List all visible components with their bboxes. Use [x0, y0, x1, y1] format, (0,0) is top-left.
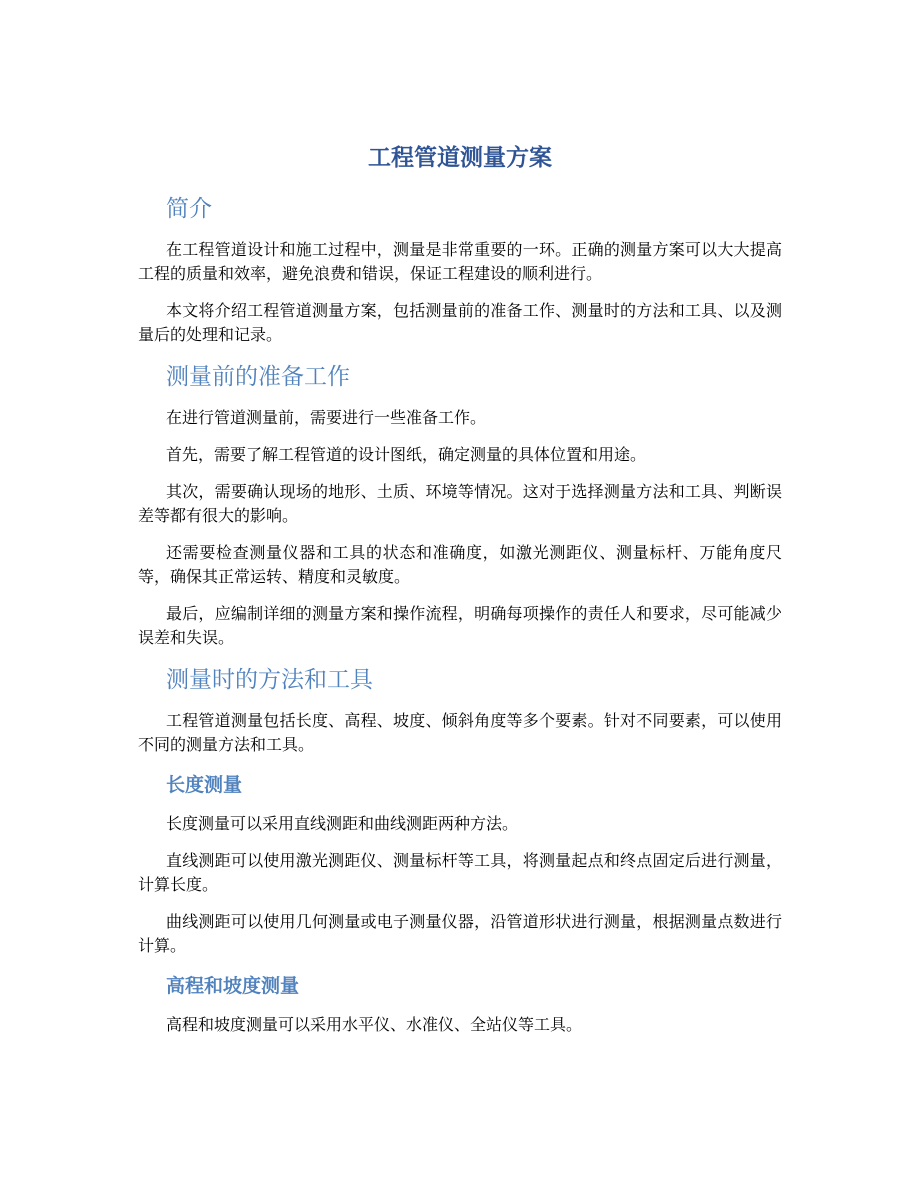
paragraph: 最后，应编制详细的测量方案和操作流程，明确每项操作的责任人和要求，尽可能减少误差和失误。 — [138, 604, 782, 647]
section-heading-methods-tools: 测量时的方法和工具 — [166, 667, 373, 693]
paragraph: 本文将介绍工程管道测量方案，包括测量前的准备工作、测量时的方法和工具、以及测量后的处理和记录。 — [138, 301, 782, 344]
section-intro — [138, 192, 782, 347]
paragraph: 首先，需要了解工程管道的设计图纸，确定测量的具体位置和用途。 — [166, 445, 647, 464]
document-title: 工程管道测量方案 — [368, 145, 552, 171]
paragraph: 在工程管道设计和施工过程中，测量是非常重要的一环。正确的测量方案可以大大提高工程的质量和效率，避免浪费和错误，保证工程建设的顺利进行。 — [138, 240, 782, 283]
paragraph: 其次，需要确认现场的地形、土质、环境等情况。这对于选择测量方法和工具、判断误差等都有很大的影响。 — [138, 482, 782, 525]
section-heading-preparation: 测量前的准备工作 — [166, 364, 350, 390]
paragraph: 在进行管道测量前，需要进行一些准备工作。 — [166, 408, 487, 427]
paragraph: 直线测距可以使用激光测距仪、测量标杆等工具，将测量起点和终点固定后进行测量，计算长度。 — [138, 851, 782, 894]
paragraph: 还需要检查测量仪器和工具的状态和准确度，如激光测距仪、测量标杆、万能角度尺等，确保其正常运转、精度和灵敏度。 — [138, 543, 782, 586]
subsection-elevation-slope — [138, 971, 782, 1037]
paragraph: 曲线测距可以使用几何测量或电子测量仪器，沿管道形状进行测量，根据测量点数进行计算。 — [138, 912, 782, 955]
document-page — [138, 140, 782, 1050]
subsection-heading-length: 长度测量 — [166, 774, 243, 796]
subsection-heading-elevation-slope: 高程和坡度测量 — [166, 975, 300, 997]
paragraph: 工程管道测量包括长度、高程、坡度、倾斜角度等多个要素。针对不同要素，可以使用不同的测量方法和工具。 — [138, 711, 782, 754]
subsection-length — [138, 770, 782, 958]
section-methods-tools — [138, 663, 782, 1037]
section-preparation — [138, 360, 782, 650]
section-heading-intro: 简介 — [166, 196, 212, 222]
paragraph: 高程和坡度测量可以采用水平仪、水准仪、全站仪等工具。 — [166, 1015, 583, 1034]
paragraph: 长度测量可以采用直线测距和曲线测距两种方法。 — [166, 814, 519, 833]
